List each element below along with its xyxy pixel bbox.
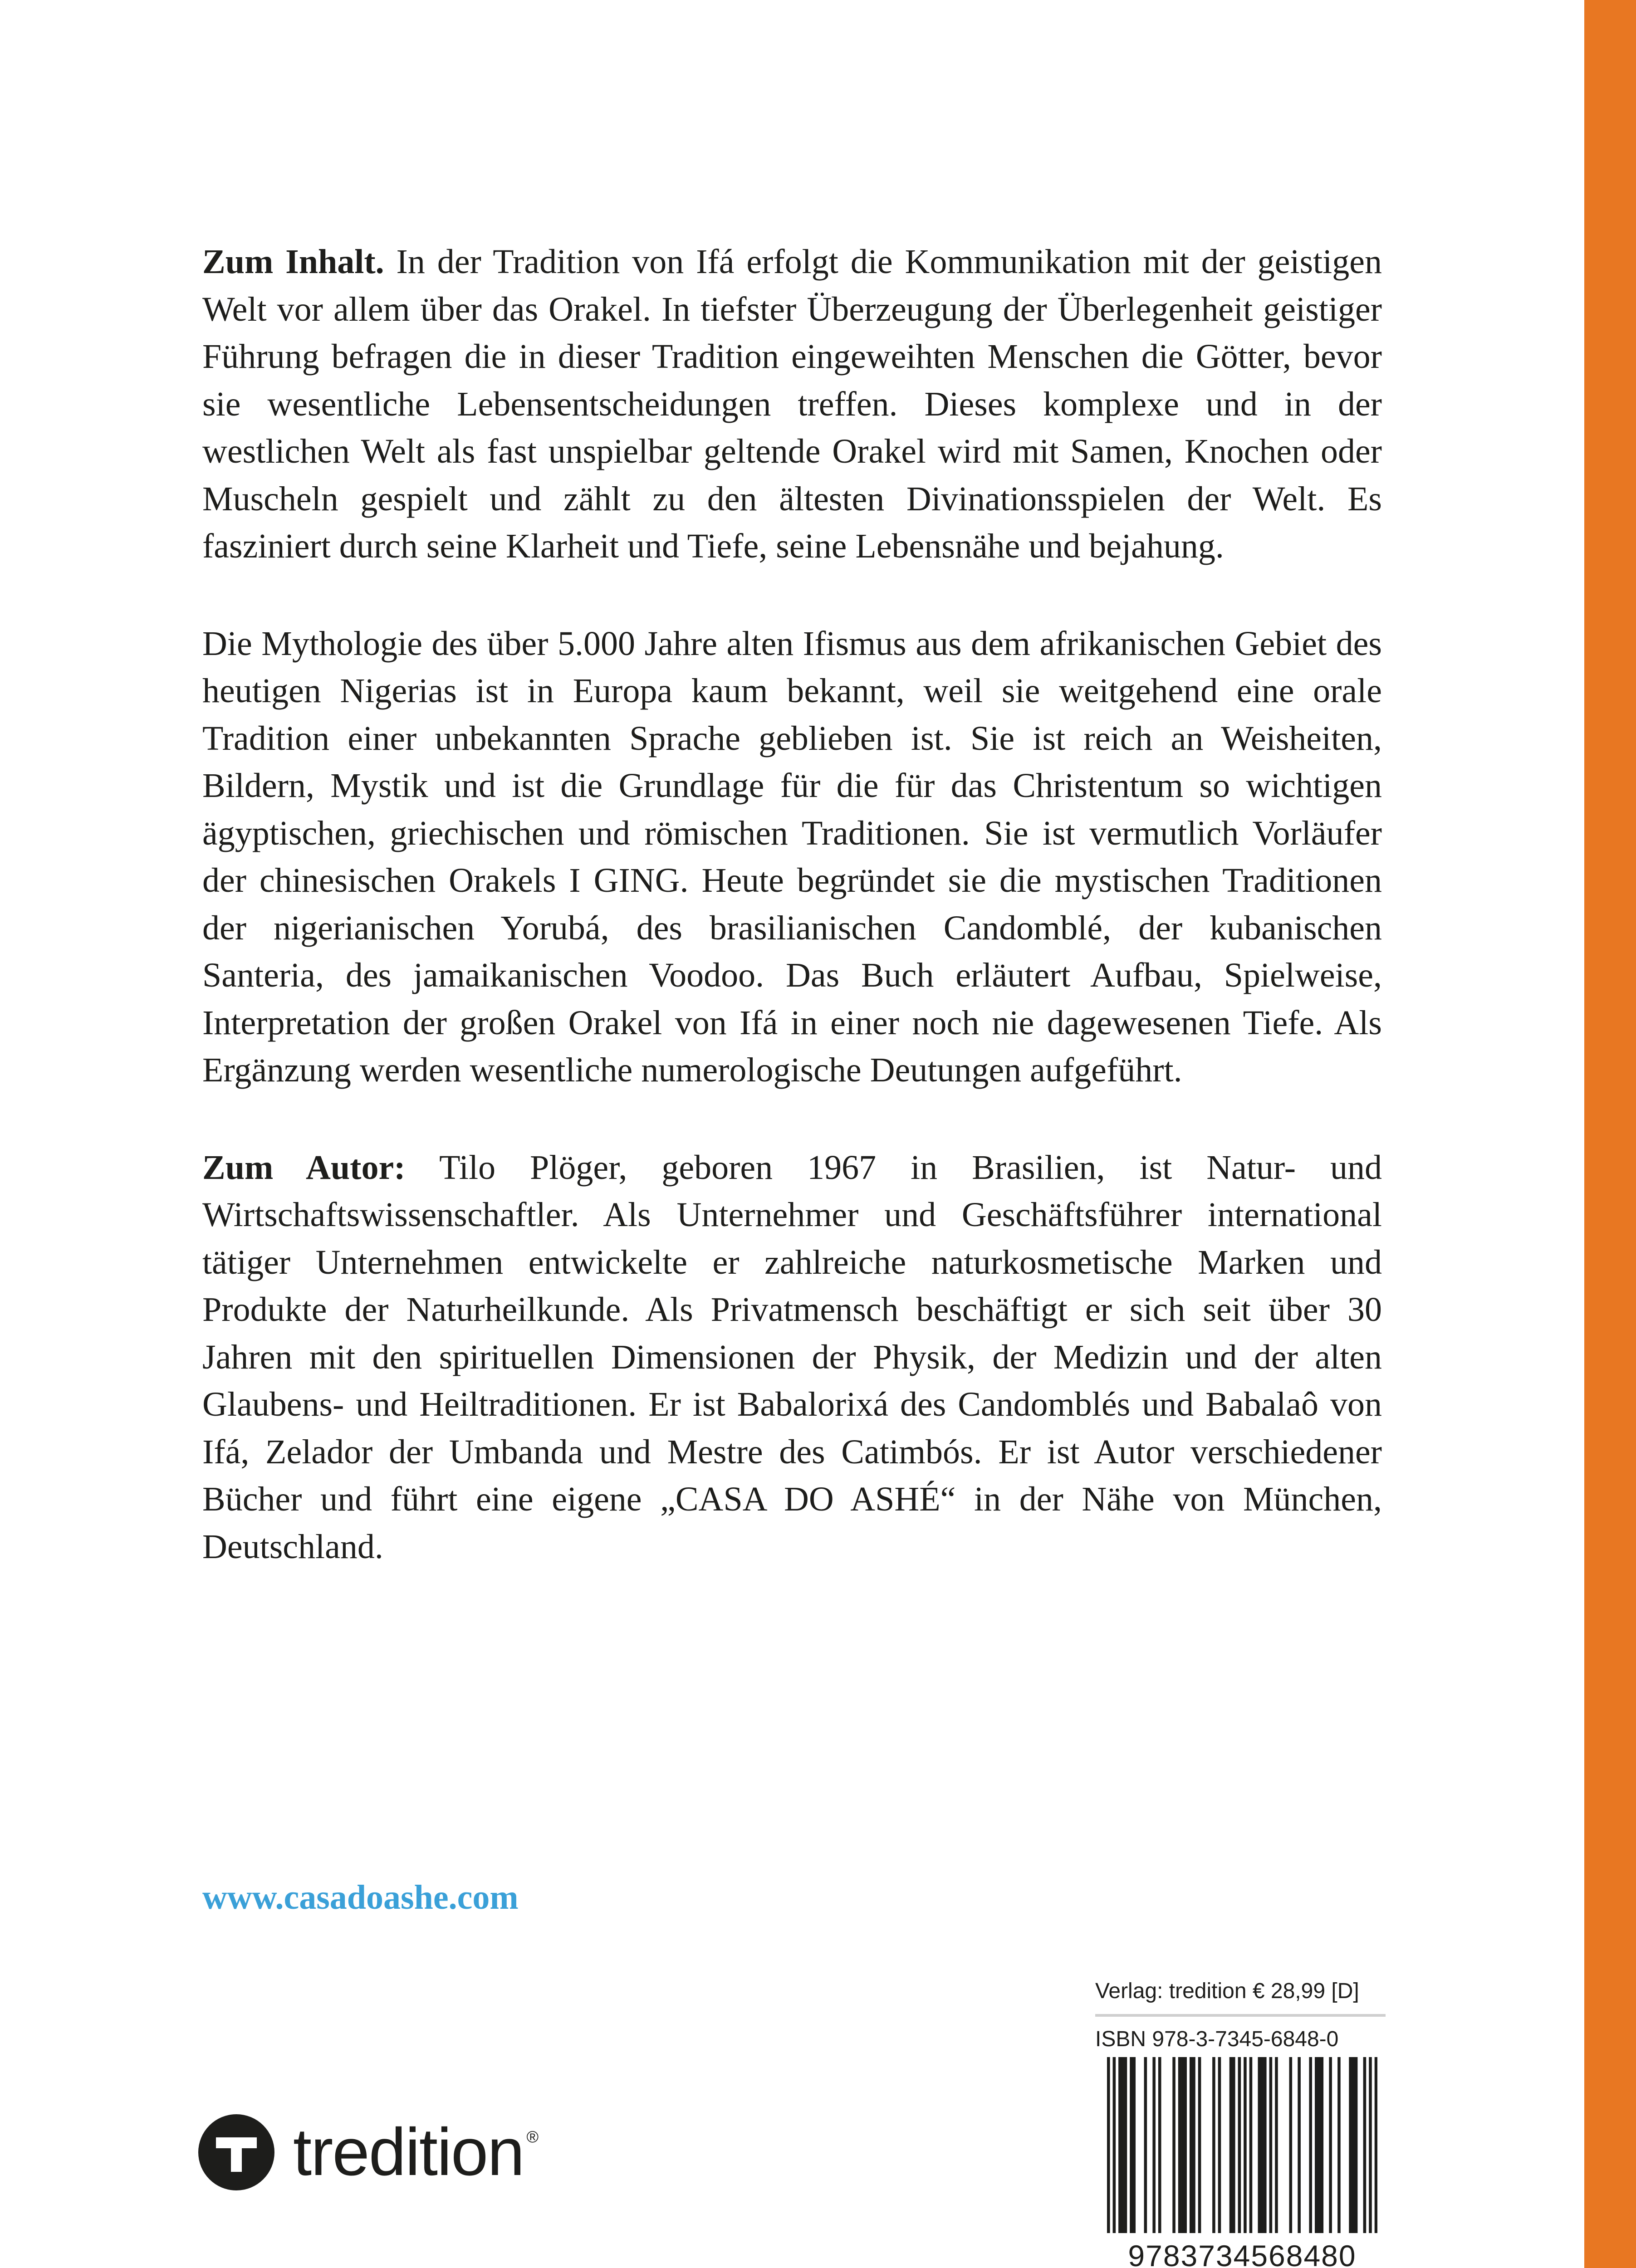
barcode-bar (1238, 2057, 1241, 2233)
barcode-bar (1190, 2057, 1193, 2233)
barcode-bar (1363, 2057, 1367, 2233)
content-paragraph (202, 238, 1382, 570)
barcode-bar (1184, 2057, 1187, 2233)
barcode-bar (1107, 2057, 1110, 2233)
barcode-bar (1178, 2057, 1181, 2233)
barcode-bar (1218, 2057, 1221, 2233)
isbn-barcode (1107, 2057, 1377, 2233)
barcode-bar (1298, 2057, 1301, 2233)
barcode-bar (1289, 2057, 1293, 2233)
barcode-digits: 9783734568480 (1128, 2239, 1357, 2268)
barcode-bar (1329, 2057, 1332, 2233)
barcode-bar (1355, 2057, 1358, 2233)
barcode-bar (1318, 2057, 1321, 2233)
barcode-bar (1144, 2057, 1147, 2233)
barcode-bar (1152, 2057, 1156, 2233)
barcode-bar (1232, 2057, 1235, 2233)
website-link[interactable]: www.casadoashe.com (202, 1878, 519, 1916)
isbn-line: ISBN 978-3-7345-6848-0 (1095, 2015, 1386, 2062)
barcode-bar (1309, 2057, 1312, 2233)
tredition-t-circle-icon (198, 2114, 275, 2191)
barcode-bar (1349, 2057, 1352, 2233)
barcode-bar (1192, 2057, 1195, 2233)
barcode-bar (1172, 2057, 1176, 2233)
barcode-bar (1118, 2057, 1122, 2233)
back-cover-text (202, 238, 1382, 1570)
barcode-bar (1198, 2057, 1201, 2233)
barcode-bar (1121, 2057, 1124, 2233)
barcode-bar (1352, 2057, 1355, 2233)
book-info-box (1095, 1969, 1386, 2062)
publisher-wordmark: tredition (293, 2115, 524, 2190)
barcode-bar (1369, 2057, 1372, 2233)
barcode-bar (1113, 2057, 1116, 2233)
barcode-bar (1337, 2057, 1341, 2233)
content-text: In der Tradition von Ifá erfolgt die Kommunikation mit der geistigen Welt vor allem über das Orakel. In tiefster Überzeugung der Überlegenheit geistiger Führung befragen die in dieser Tradition eingeweihten Menschen die Götter, bevor sie wesentliche Lebensentscheidungen treffen. Dieses komplexe und in der westlichen Welt als fast unspielbar geltende Orakel wird mit Samen, Knochen oder Muscheln gespielt und zählt zu den ältesten Divinationsspielen der Welt. Es fasziniert durch seine Klarheit und Tiefe, seine Lebensnähe und bejahung. (202, 243, 1382, 565)
barcode-bar (1264, 2057, 1267, 2233)
publisher-price-line: Verlag: tredition € 28,99 [D] (1095, 1969, 1386, 2015)
barcode-bar (1258, 2057, 1261, 2233)
barcode-bar (1244, 2057, 1247, 2233)
content-heading: Zum Inhalt. (202, 243, 384, 281)
barcode-bar (1321, 2057, 1324, 2233)
author-text: Tilo Plöger, geboren 1967 in Brasilien, ist Natur- und Wirtschaftswissenschaftler. Als Unternehmer und Geschäftsführer international tätiger Unternehmen entwickelte er zahlreiche naturkosmetische Marken und Produkte der Naturheilkunde. Als Privatmensch beschäftigt er sich seit über 30 Jahren mit den spirituellen Dimensionen der Physik, der Medizin und der alten Glaubens- und Heiltraditionen. Er ist Babalorixá des Candomblés und Babalaô von Ifá, Zelador der Umbanda und Mestre des Catimbós. Er ist Autor verschiedener Bücher und führt eine eigene „CASA DO ASHÉ“ in der Nähe von München, Deutschland. (202, 1148, 1382, 1566)
barcode-bar (1130, 2057, 1133, 2233)
barcode-bar (1261, 2057, 1264, 2233)
barcode-bar (1229, 2057, 1233, 2233)
author-heading: Zum Autor: (202, 1148, 406, 1187)
barcode-bar (1249, 2057, 1253, 2233)
barcode-bar (1158, 2057, 1161, 2233)
registered-mark: ® (526, 2127, 538, 2146)
barcode-bar (1181, 2057, 1184, 2233)
publisher-name (293, 2114, 538, 2191)
barcode-bar (1375, 2057, 1377, 2233)
publisher-logo (198, 2114, 538, 2191)
barcode-bar (1212, 2057, 1215, 2233)
barcode-bar (1269, 2057, 1273, 2233)
cover-accent-stripe (1584, 0, 1636, 2268)
barcode-bar (1132, 2057, 1136, 2233)
mythology-paragraph: Die Mythologie des über 5.000 Jahre alten Ifismus aus dem afrikanischen Gebiet des heutigen Nigerias ist in Europa kaum bekannt, weil sie weitgehend eine orale Tradition einer unbekannten Sprache geblieben ist. Sie ist reich an Weisheiten, Bildern, Mystik und ist die Grundlage für die für das Christentum so wichtigen ägyptischen, griechischen und römischen Traditionen. Sie ist vermutlich Vorläufer der chinesischen Orakels I GING. Heute begründet sie die mystischen Traditionen der nigerianischen Yorubá, des brasilianischen Candomblé, der kubanischen Santeria, des jamaikanischen Voodoo. Das Buch erläutert Aufbau, Spielweise, Interpretation der großen Orakel von Ifá in einer noch nie dagewesenen Tiefe. Als Ergänzung werden wesentliche numerologische Deutungen aufgeführt. (202, 624, 1382, 1089)
barcode-bar (1275, 2057, 1278, 2233)
barcode-bar (1315, 2057, 1318, 2233)
author-paragraph (202, 1144, 1382, 1571)
barcode-bar (1124, 2057, 1127, 2233)
